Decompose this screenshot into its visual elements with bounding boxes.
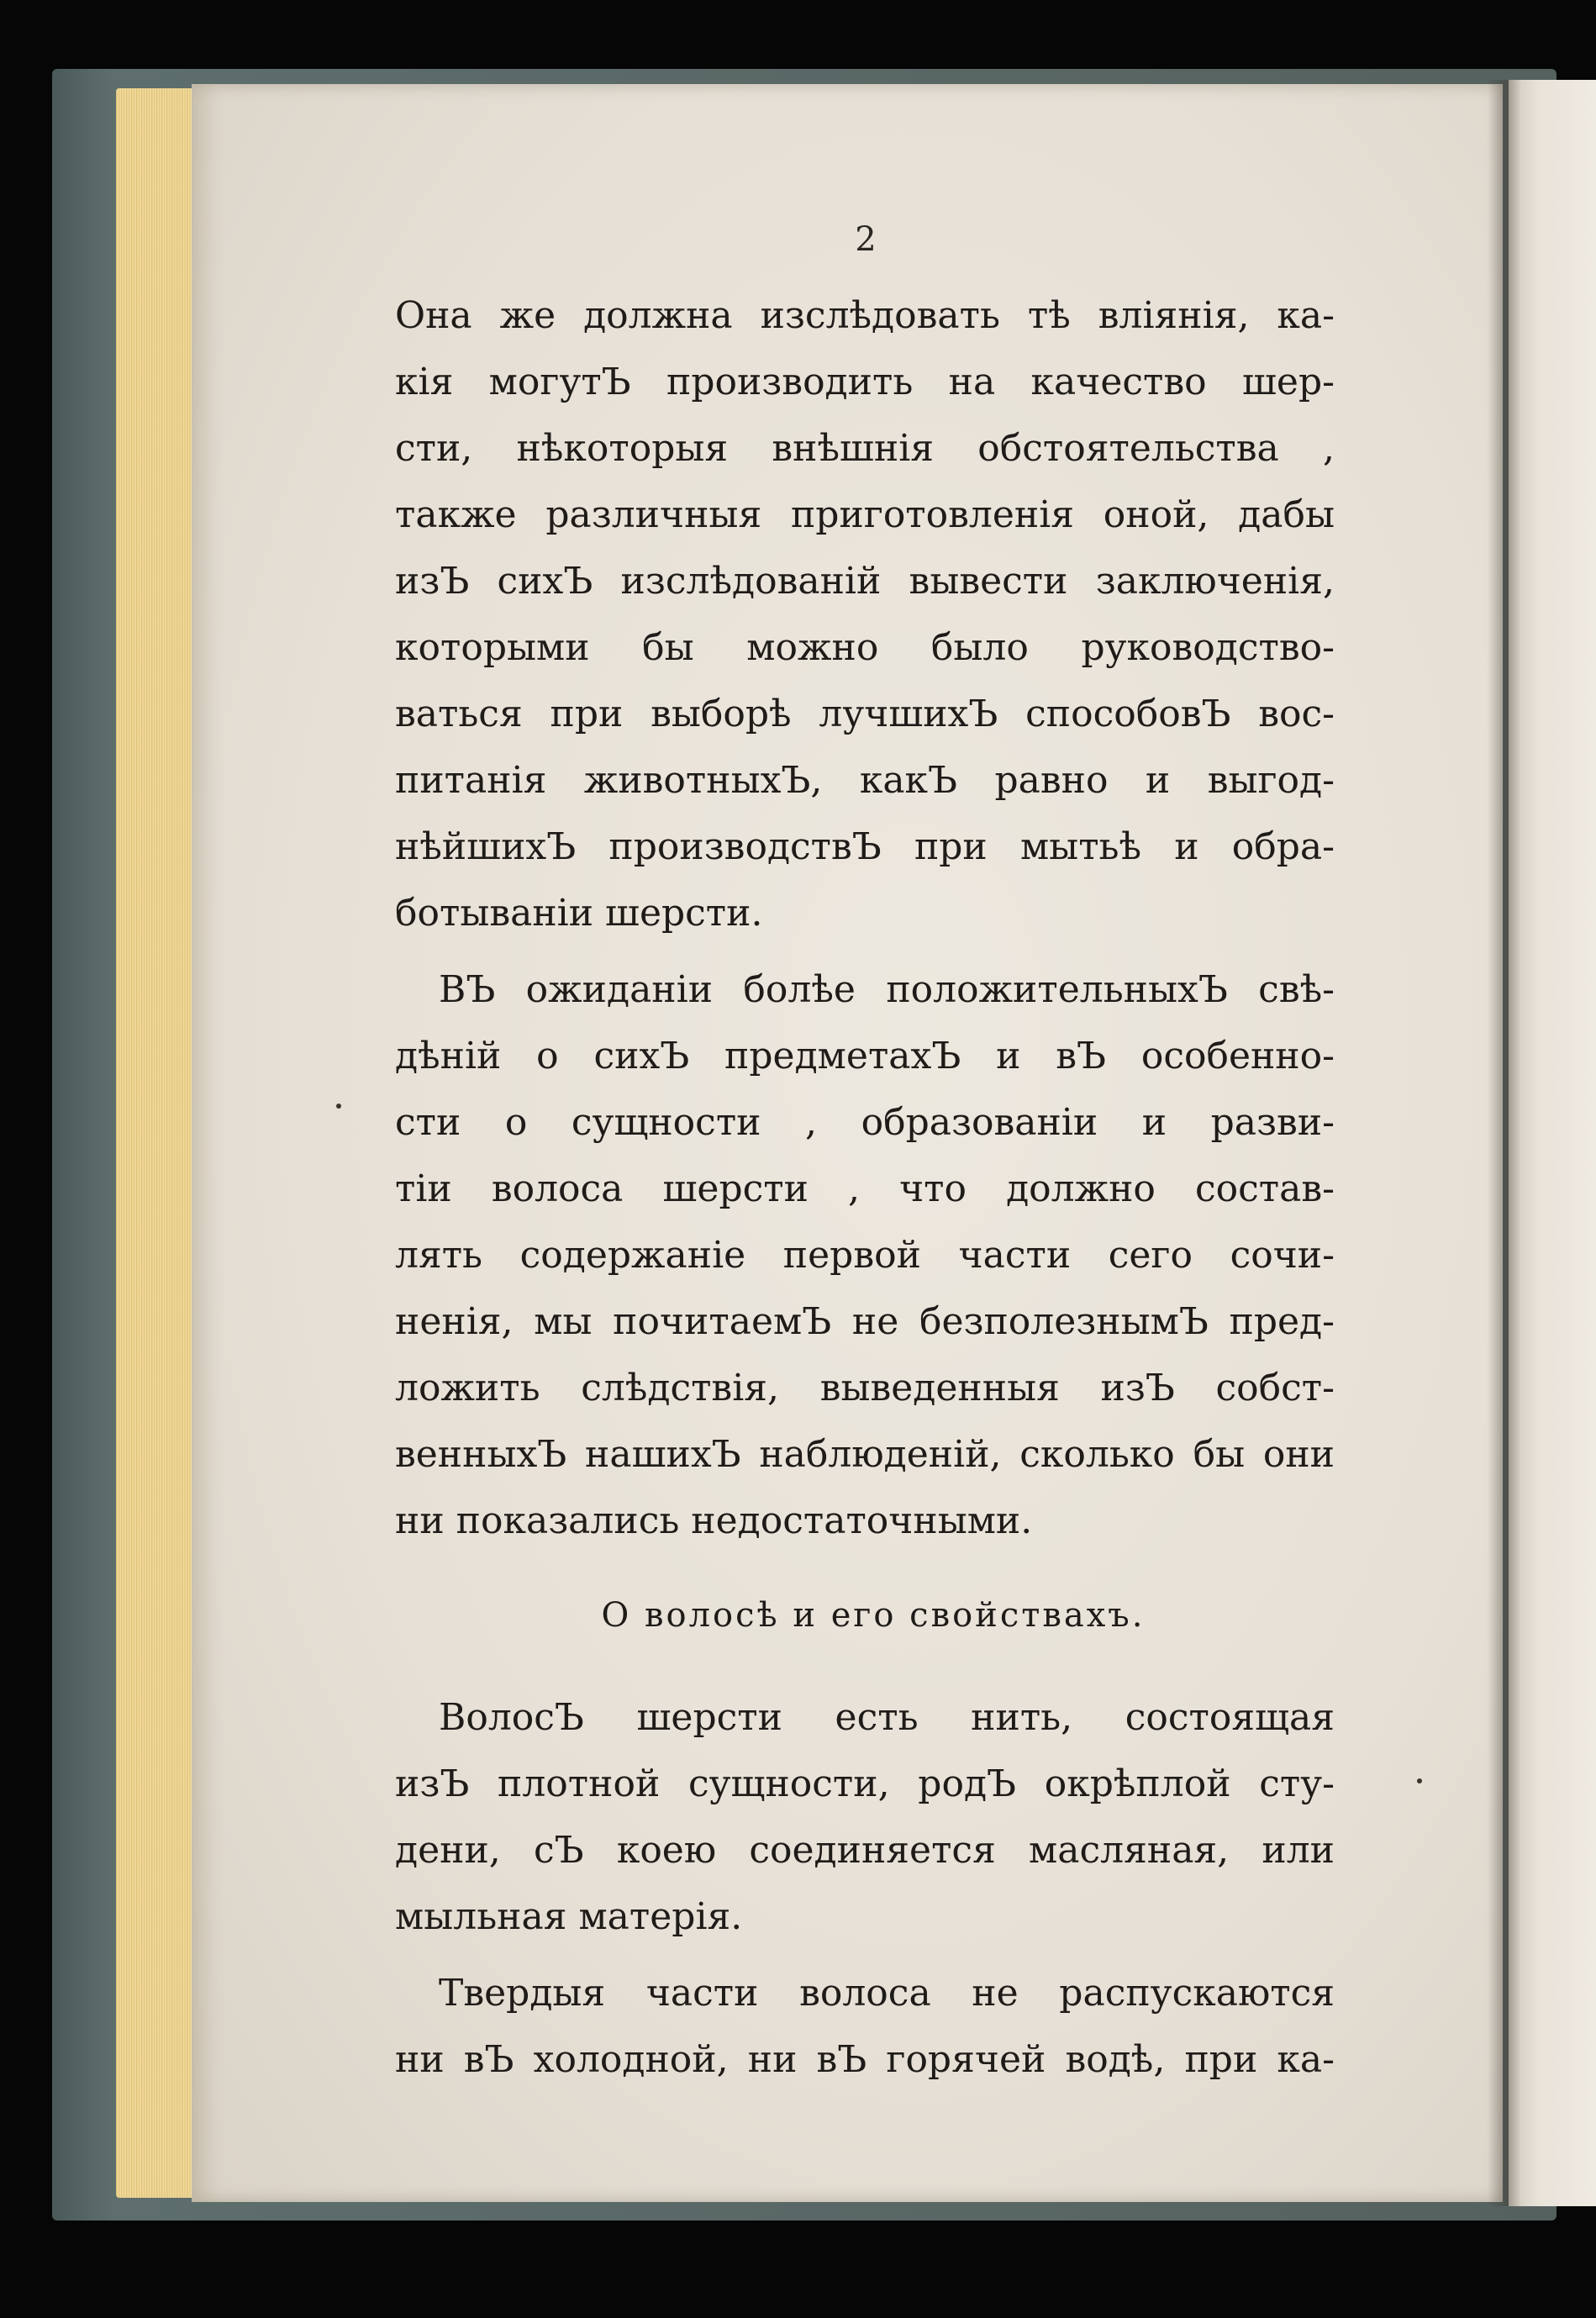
text-line: Она же должна изслѣдовать тѣ вліянія, ка- (395, 294, 1335, 337)
text-line: которыми бы можно было руководство- (395, 626, 1335, 669)
text-line: также различныя приготовленія оной, дабы (395, 493, 1335, 536)
text-line: ни показались недостаточными. (395, 1499, 1033, 1542)
text-line: мыльная матерія. (395, 1895, 743, 1938)
page-text (395, 282, 1335, 2093)
page-gutter-shadow (1488, 80, 1521, 2206)
text-line: тіи волоса шерсти , что должно состав- (395, 1167, 1335, 1210)
text-line: лять содержаніе первой части сего сочи- (395, 1234, 1335, 1277)
text-line: ни вЪ холодной, ни вЪ горячей водѣ, при ка- (395, 2038, 1335, 2081)
text-line: нѣйшихЪ производствЪ при мытьѣ и обра- (395, 825, 1335, 868)
text-line: дѣній о сихЪ предметахЪ и вЪ особенно- (395, 1035, 1335, 1077)
text-line: сти, нѣкоторыя внѣшнія обстоятельства , (395, 427, 1335, 470)
facing-page-edge (1509, 80, 1596, 2206)
gilt-page-edges (116, 88, 200, 2198)
text-line: ваться при выборѣ лучшихЪ способовЪ вос- (395, 693, 1335, 735)
text-line: Твердыя части волоса не распускаются (439, 1972, 1335, 2015)
text-line: ботываніи шерсти. (395, 892, 763, 935)
paper-speck (1417, 1778, 1422, 1783)
text-line: изЪ плотной сущности, родЪ окрѣплой сту- (395, 1762, 1335, 1805)
section-heading: О волосѣ и его свойствахъ. (601, 1596, 1146, 1635)
text-line: ВЪ ожиданіи болѣе положительныхЪ свѣ- (439, 968, 1335, 1011)
text-line: изЪ сихЪ изслѣдованій вывести заключенія, (395, 560, 1335, 603)
text-line: питанія животныхЪ, какЪ равно и выгод- (395, 759, 1335, 802)
page-number: 2 (855, 220, 877, 259)
text-line: дени, сЪ коею соединяется масляная, или (395, 1829, 1335, 1872)
paper-speck (336, 1104, 341, 1109)
text-line: ВолосЪ шерсти есть нить, состоящая (439, 1696, 1335, 1739)
text-line: ненія, мы почитаемЪ не безполезнымЪ пред- (395, 1300, 1335, 1343)
text-line: кія могутЪ производить на качество шер- (395, 361, 1335, 403)
text-line: сти о сущности , образованіи и разви- (395, 1101, 1335, 1144)
text-line: венныхЪ нашихЪ наблюденій, сколько бы они (395, 1433, 1335, 1476)
text-line: ложить слѣдствія, выведенныя изЪ собст- (395, 1367, 1335, 1409)
